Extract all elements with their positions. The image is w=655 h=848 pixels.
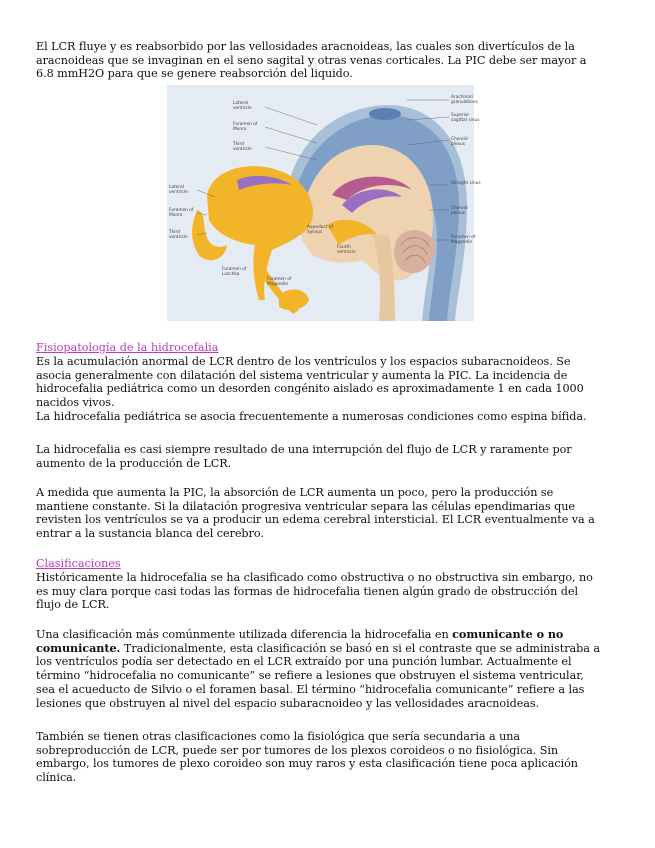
- clasificaciones-paragraph-1: [36, 571, 616, 612]
- text-line: Es la acumulación anormal de LCR dentro de los ventrículos y los espacios subaracnoideos. Se: [36, 355, 571, 368]
- text-line: mantiene constante. Si la dilatación progresiva ventricular separa las células ependimarias que: [36, 499, 575, 513]
- text-line: El LCR fluye y es reabsorbido por las vellosidades aracnoideas, las cuales son divertículos de la: [36, 40, 575, 53]
- text-line: La hidrocefalia pediátrica se asocia frecuentemente a numerosas condiciones como espina bífida.: [36, 409, 587, 423]
- text-line: asocia generalmente con dilatación del sistema ventricular y aumenta la PIC. La incidencia de: [36, 368, 568, 382]
- heading-fisiopatologia: Fisiopatología de la hidrocefalia: [36, 341, 219, 354]
- text-line: [36, 628, 616, 642]
- text-line: 6.8 mmH2O para que se genere reabsorción del liquido.: [36, 67, 353, 81]
- label-arachnoid-granulations: Arachnoid granulations: [451, 95, 478, 105]
- text-line: A medida que aumenta la PIC, la absorción de LCR aumenta un poco, pero la producción se: [36, 486, 554, 499]
- csf-circulation-illustration: [167, 85, 481, 321]
- label-fourth-ventricle: Fourth ventricle: [337, 245, 356, 255]
- label-foramen-luschka: Foramen of Luschka: [222, 267, 247, 277]
- label-lateral-ventricle-2: Lateral ventricle: [169, 185, 188, 195]
- text-line: término “hidrocefalia no comunicante” se refiere a lesiones que obstruyen el sistema ventricular,: [36, 669, 584, 683]
- bold-term-1: comunicante o no: [452, 627, 564, 641]
- fisiopatologia-paragraph-3: [36, 486, 616, 541]
- text-line: hidrocefalia pediátrica como un desorden congénito aislado es aproximadamente 1 en cada 1000: [36, 382, 584, 396]
- fisiopatologia-paragraph-1: [36, 355, 616, 424]
- text-line: entrar a la sustancia blanca del cerebro.: [36, 527, 264, 541]
- text-line: es muy clara porque casi todas las formas de hidrocefalia tienen algún grado de obstrucción del: [36, 584, 578, 598]
- label-foramen-monro: Foramen of Monro: [233, 122, 258, 132]
- lateral-ventricle-cast: [207, 166, 313, 300]
- intro-paragraph: [36, 40, 616, 81]
- text-line: aracnoideas que se invaginan en el seno sagital y otras venas corticales. La PIC debe ser mayor a: [36, 53, 587, 67]
- text-line: aumento de la producción de LCR.: [36, 456, 232, 470]
- bold-term-2: comunicante.: [36, 640, 121, 655]
- cerebellum: [394, 230, 435, 273]
- label-straight-sinus: Straight sinus: [451, 181, 481, 186]
- text-line: sea el acueducto de Silvio o el foramen basal. El término “hidrocefalia comunicante” refiere a las: [36, 682, 585, 696]
- heading-clasificaciones: Clasificaciones: [36, 557, 121, 570]
- label-choroid-plexus: Choroid plexus: [451, 137, 468, 147]
- text-line: Históricamente la hidrocefalia se ha clasificado como obstructiva o no obstructiva sin embargo, no: [36, 571, 593, 584]
- text-line: sobreproducción de LCR, puede ser por tumores de los plexos coroideos o no fisiológica. Sin: [36, 743, 559, 757]
- label-third-ventricle: Third ventricle: [233, 142, 252, 152]
- text-line: revisten los ventrículos se va a producir un edema cerebral intersticial. El LCR eventualmente va a: [36, 513, 595, 527]
- text-run: Una clasificación más comúnmente utilizada diferencia la hidrocefalia en: [36, 628, 453, 641]
- text-line: flujo de LCR.: [36, 598, 110, 612]
- clasificaciones-paragraph-2: [36, 628, 616, 710]
- sagittal-sinus: [369, 108, 401, 120]
- text-line: embargo, los tumores de plexo coroideo son muy raros y esta clasificación tiene poca aplicación: [36, 757, 578, 771]
- text-line: [36, 642, 616, 656]
- label-foramen-monro-2: Foramen of Monro: [169, 208, 194, 218]
- brain-sagittal-diagram: [167, 85, 474, 321]
- text-line: nacidos vivos.: [36, 396, 115, 410]
- text-line: clínica.: [36, 771, 77, 785]
- label-foramen-magendie-2: Foramen of Magendie: [451, 235, 476, 245]
- fisiopatologia-paragraph-2: [36, 443, 616, 470]
- text-line: También se tienen otras clasificaciones como la fisiológica que sería secundaria a una: [36, 730, 521, 743]
- label-choroid-plexus-2: Choroid plexus: [451, 206, 468, 216]
- text-line: los ventrículos podía ser detectado en el LCR extraído por una punción lumbar. Actualmente el: [36, 655, 572, 669]
- label-aqueduct: Aqueduct of Sylvius: [307, 225, 333, 235]
- fourth-ventricle-cast: [279, 290, 309, 311]
- text-run: Tradicionalmente, esta clasificación se basó en si el contraste que se administraba a: [120, 641, 600, 655]
- clasificaciones-paragraph-3: [36, 730, 616, 785]
- label-third-ventricle-2: Third ventricle: [169, 230, 188, 240]
- text-line: La hidrocefalia es casi siempre resultado de una interrupción del flujo de LCR y raramente por: [36, 443, 572, 456]
- label-sagittal-sinus: Superior sagittal sinus: [451, 113, 480, 123]
- label-foramen-magendie: Foramen of Magendie: [267, 277, 292, 287]
- label-lateral-ventricle: Lateral ventricle: [233, 101, 252, 111]
- text-line: lesiones que obstruyen al nivel del espacio subaracnoideo y las vellosidades aracnoideas.: [36, 696, 540, 710]
